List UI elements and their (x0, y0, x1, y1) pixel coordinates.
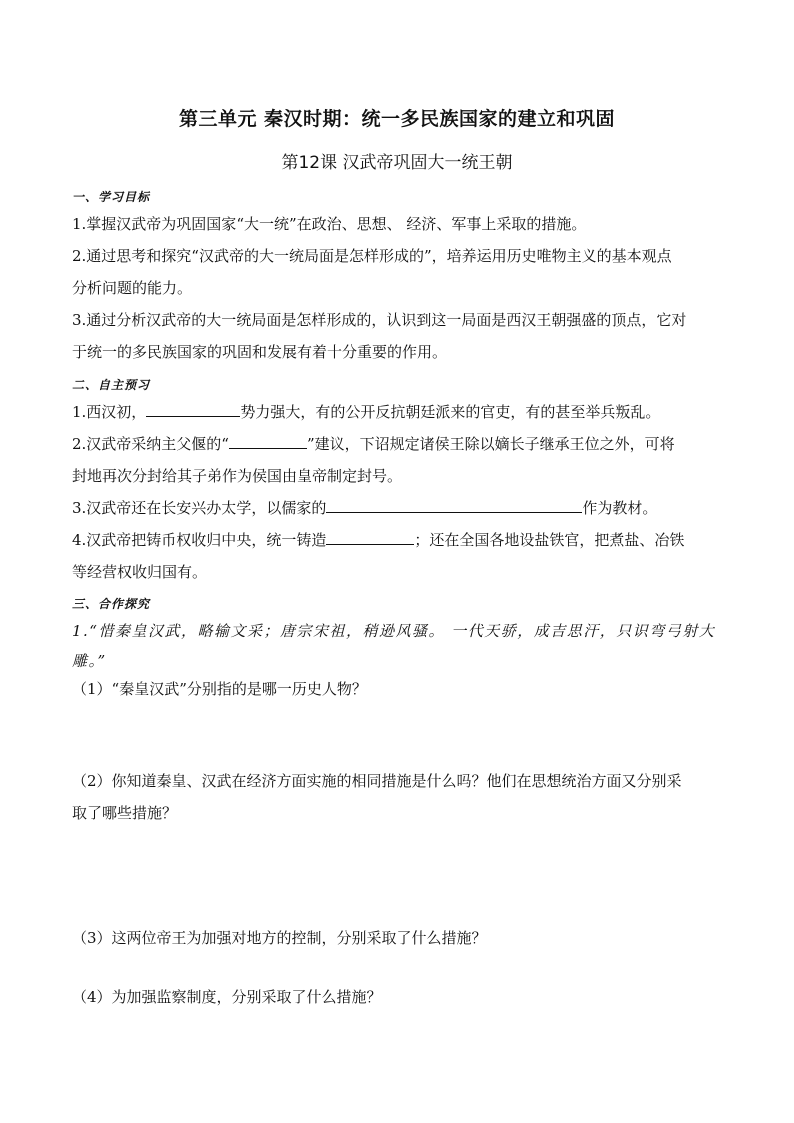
q3-prefix: 3.汉武帝还在长安兴办太学，以儒家的 (72, 499, 327, 517)
lesson-title: 第12课 汉武帝巩固大一统王朝 (281, 153, 513, 173)
q1-prefix: 1.西汉初， (72, 403, 147, 421)
preview-question-4-line2: 等经营权收归国有。 (72, 563, 208, 581)
poem-quote-line1: 1.“惜秦皇汉武，略输文采；唐宗宋祖，稍逊风骚。 一代天骄，成吉思汗，只识弯弓射大 (72, 622, 716, 640)
poem-quote-line2: 雕。” (72, 652, 107, 670)
section-heading-explore: 三、合作探究 (72, 597, 151, 611)
objective-2-line1: 2.通过思考和探究“汉武帝的大一统局面是怎样形成的”，培养运用历史唯物主义的基本观点 (72, 247, 672, 265)
section-heading-preview: 二、自主预习 (72, 378, 151, 392)
q1-suffix: 势力强大，有的公开反抗朝廷派来的官吏，有的甚至举兵叛乱。 (240, 403, 661, 421)
q3-blank[interactable] (326, 498, 582, 513)
q4-prefix: 4.汉武帝把铸币权收归中央，统一铸造 (72, 531, 327, 549)
q4-suffix: ；还在全国各地设盐铁官，把煮盐、冶铁 (414, 531, 685, 549)
objective-2-line2: 分析问题的能力。 (72, 279, 193, 297)
q2-prefix: 2.汉武帝采纳主父偃的“ (72, 435, 229, 453)
preview-question-2-line2: 封地再次分封给其子弟作为侯国由皇帝制定封号。 (72, 467, 403, 485)
sub-question-2-line1: （2）你知道秦皇、汉武在经济方面实施的相同措施是什么吗？他们在思想统治方面又分别采 (72, 772, 682, 790)
sub-question-3: （3）这两位帝王为加强对地方的控制，分别采取了什么措施？ (72, 929, 487, 947)
sub-question-1: （1）“秦皇汉武”分别指的是哪一历史人物？ (72, 680, 367, 698)
sub-question-2-line2: 取了哪些措施？ (72, 804, 178, 822)
section-heading-objectives: 一、学习目标 (72, 190, 151, 204)
objective-3-line2: 于统一的多民族国家的巩固和发展有着十分重要的作用。 (72, 343, 448, 361)
preview-question-4 (72, 529, 732, 551)
q3-suffix: 作为教材。 (582, 499, 658, 517)
preview-question-1 (72, 401, 732, 423)
preview-question-3 (72, 497, 732, 519)
objective-3-line1: 3.通过分析汉武帝的大一统局面是怎样形成的，认识到这一局面是西汉王朝强盛的顶点，它对 (72, 311, 687, 329)
q4-blank[interactable] (326, 530, 414, 545)
preview-question-2 (72, 433, 732, 455)
unit-title: 第三单元 秦汉时期：统一多民族国家的建立和巩固 (178, 108, 616, 130)
sub-question-4: （4）为加强监察制度，分别采取了什么措施？ (72, 988, 382, 1006)
objective-1: 1.掌握汉武帝为巩固国家“大一统”在政治、思想、 经济、军事上采取的措施。 (72, 215, 587, 233)
q1-blank[interactable] (146, 402, 240, 417)
q2-suffix: ”建议，下诏规定诸侯王除以嫡长子继承王位之外，可将 (306, 435, 675, 453)
q2-blank[interactable] (229, 434, 307, 449)
